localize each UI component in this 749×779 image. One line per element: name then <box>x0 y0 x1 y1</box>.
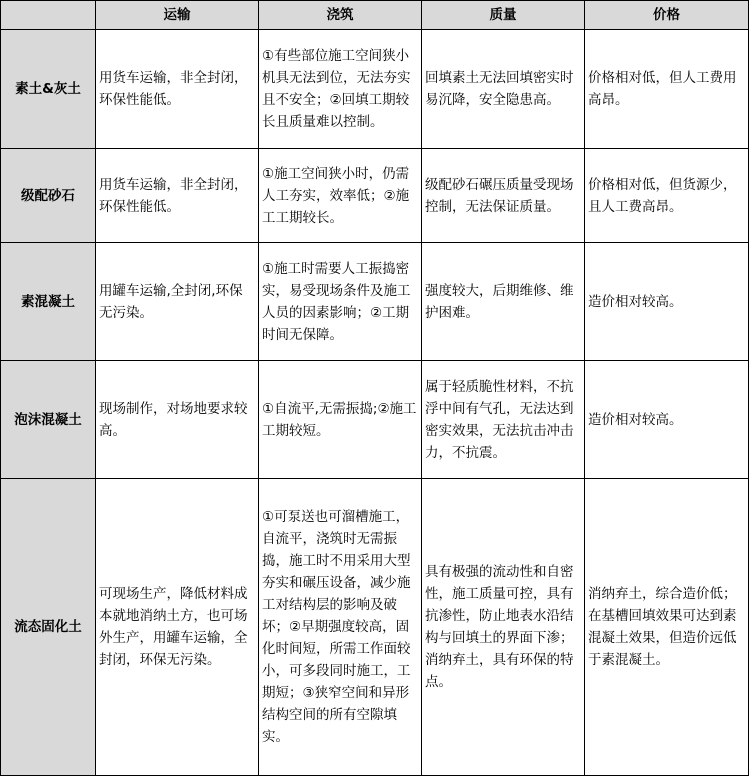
price-cell: 造价相对较高。 <box>585 361 749 479</box>
table-row <box>1 243 749 361</box>
table-row <box>1 361 749 479</box>
table-row <box>1 479 749 776</box>
quality-cell: 具有极强的流动性和自密性，施工质量可控，具有抗渗性，防止地表水沿结构与回填土的界面下渗；消纳弃土，具有环保的特点。 <box>422 479 585 776</box>
quality-cell: 回填素土无法回填密实时易沉降，安全隐患高。 <box>422 30 585 149</box>
header-row <box>1 1 749 30</box>
pouring-cell: ①自流平,无需振捣;②施工工期较短。 <box>259 361 422 479</box>
row-header: 泡沫混凝土 <box>1 361 96 479</box>
transport-cell: 现场制作，对场地要求较高。 <box>96 361 259 479</box>
transport-cell: 用货车运输，非全封闭，环保性能低。 <box>96 30 259 149</box>
quality-cell: 属于轻质脆性材料，不抗浮中间有气孔，无法达到密实效果，无法抗击冲击力，不抗震。 <box>422 361 585 479</box>
table-row <box>1 30 749 149</box>
pouring-cell: ①施工空间狭小时，仍需人工夯实，效率低；②施工工期较长。 <box>259 149 422 243</box>
row-header: 素混凝土 <box>1 243 96 361</box>
price-cell: 价格相对低，但人工费用高昂。 <box>585 30 749 149</box>
pouring-cell: ①施工时需要人工振捣密实，易受现场条件及施工人员的因素影响；②工期时间无保障。 <box>259 243 422 361</box>
corner-cell <box>1 1 96 30</box>
pouring-cell: ①可泵送也可溜槽施工，自流平，浇筑时无需振捣，施工时不用采用大型夯实和碾压设备，减少施工对结构层的影响及破坏；②早期强度较高，固化时间短，所需工作面较小，可多段同时施工，工期短；③狭窄空间和异形结构空间的所有空隙填实。 <box>259 479 422 776</box>
transport-cell: 可现场生产，降低材料成本就地消纳土方，也可场外生产，用罐车运输，全封闭，环保无污染。 <box>96 479 259 776</box>
pouring-cell: ①有些部位施工空间狭小机具无法到位，无法夯实且不安全；②回填工期较长且质量难以控制。 <box>259 30 422 149</box>
column-header-transport: 运输 <box>96 1 259 30</box>
transport-cell: 用货车运输，非全封闭，环保性能低。 <box>96 149 259 243</box>
column-header-pouring: 浇筑 <box>259 1 422 30</box>
table-row <box>1 149 749 243</box>
price-cell: 价格相对低，但货源少，且人工费高昂。 <box>585 149 749 243</box>
transport-cell: 用罐车运输,全封闭,环保无污染。 <box>96 243 259 361</box>
price-cell: 造价相对较高。 <box>585 243 749 361</box>
row-header: 流态固化土 <box>1 479 96 776</box>
price-cell: 消纳弃土，综合造价低；在基槽回填效果可达到素混凝土效果，但造价远低于素混凝土。 <box>585 479 749 776</box>
quality-cell: 级配砂石碾压质量受现场控制，无法保证质量。 <box>422 149 585 243</box>
row-header: 素土&灰土 <box>1 30 96 149</box>
column-header-quality: 质量 <box>422 1 585 30</box>
quality-cell: 强度较大，后期维修、维护困难。 <box>422 243 585 361</box>
row-header: 级配砂石 <box>1 149 96 243</box>
column-header-price: 价格 <box>585 1 749 30</box>
